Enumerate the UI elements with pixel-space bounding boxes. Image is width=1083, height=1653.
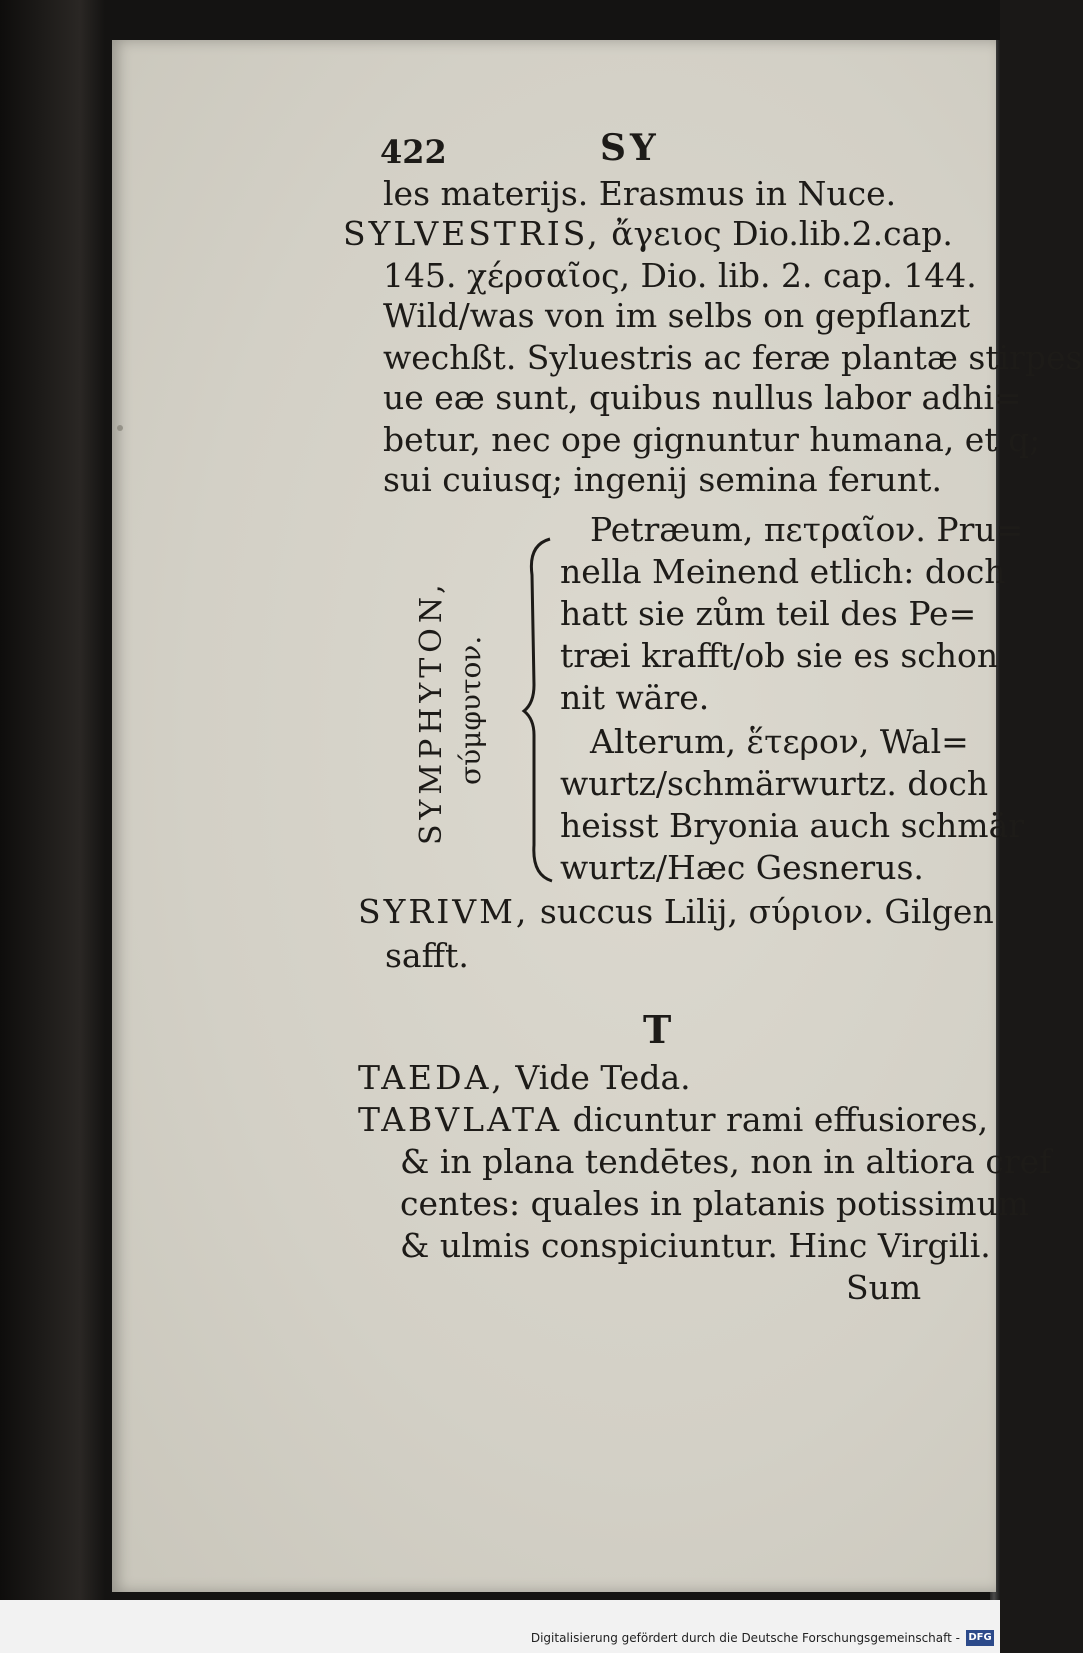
entry-text: dicuntur rami effusiores, <box>562 1100 989 1139</box>
entry-sylvestris <box>343 214 953 254</box>
entry-head-taeda: TAEDA, <box>358 1058 505 1097</box>
symphyton-entry1-line2: nella Meinend etlich: doch <box>560 552 1006 591</box>
text-line-6: ue eæ sunt, quibus nullus labor adhi= <box>383 378 1022 417</box>
catchword: Sum <box>846 1268 922 1307</box>
entry-text: ἄγειος Dio.lib.2.cap. <box>600 214 953 253</box>
symphyton-entry1-line3: hatt sie zům teil des Pe= <box>560 594 977 633</box>
tabulata-line2: & in plana tendētes, non in altiora cref <box>400 1142 1052 1181</box>
symphyton-label-greek: σύμφυτον. <box>454 635 487 785</box>
symphyton-entry2-line2: wurtz/schmärwurtz. doch <box>560 764 989 803</box>
symphyton-entry2-line4: wurtz/Hæc Gesnerus. <box>560 848 924 887</box>
tabulata-line3: centes: quales in platanis potissimum <box>400 1184 1030 1223</box>
paper-speck <box>117 425 123 431</box>
symphyton-label-latin: SYMPHYTON, <box>414 579 449 845</box>
text-line-8: sui cuiusq; ingenij semina ferunt. <box>383 460 942 499</box>
footer-band <box>0 1600 1000 1653</box>
running-head: SY <box>600 127 660 169</box>
entry-syrium <box>358 892 994 932</box>
entry-head-syrium: SYRIVM, <box>358 892 530 931</box>
footer-credit: Digitalisierung gefördert durch die Deutsche Forschungsgemeinschaft - <box>530 1631 960 1645</box>
text-line-3: 145. χέρσαῖος, Dio. lib. 2. cap. 144. <box>383 256 977 295</box>
brace-symbol <box>520 535 560 885</box>
entry-tabulata <box>358 1100 988 1140</box>
text-line-1: les materijs. Erasmus in Nuce. <box>383 174 897 213</box>
entry-taeda <box>358 1058 691 1098</box>
entry-text: succus Lilij, σύριον. Gilgen <box>529 892 994 931</box>
symphyton-entry2-line1: Alterum, ἕτερον, Wal= <box>590 722 969 761</box>
dfg-logo: DFG <box>966 1630 994 1646</box>
symphyton-entry1-line5: nit wäre. <box>560 678 710 717</box>
symphyton-entry1-line4: træi krafft/ob sie es schon <box>560 636 999 675</box>
entry-text: Vide Teda. <box>504 1058 691 1097</box>
entry-head-sylvestris: SYLVESTRIS, <box>343 214 601 253</box>
text-line-5: wechßt. Syluestris ac feræ plantæ stirpes <box>383 338 1083 377</box>
entry-head-tabulata: TABVLATA <box>358 1100 563 1139</box>
text-line-4: Wild/was von im selbs on gepflanzt <box>383 296 971 335</box>
page-number: 422 <box>380 133 447 171</box>
symphyton-entry2-line3: heisst Bryonia auch schmär <box>560 806 1025 845</box>
section-letter: T <box>643 1007 672 1052</box>
text-line-7: betur, nec ope gignuntur humana, et q; <box>383 420 1041 459</box>
symphyton-vertical-label <box>412 579 492 845</box>
tabulata-line4: & ulmis conspiciuntur. Hinc Virgili. <box>400 1226 991 1265</box>
syrium-line2: safft. <box>385 936 469 975</box>
symphyton-entry1-line1: Petræum, πετραῖον. Pru= <box>590 510 1024 549</box>
